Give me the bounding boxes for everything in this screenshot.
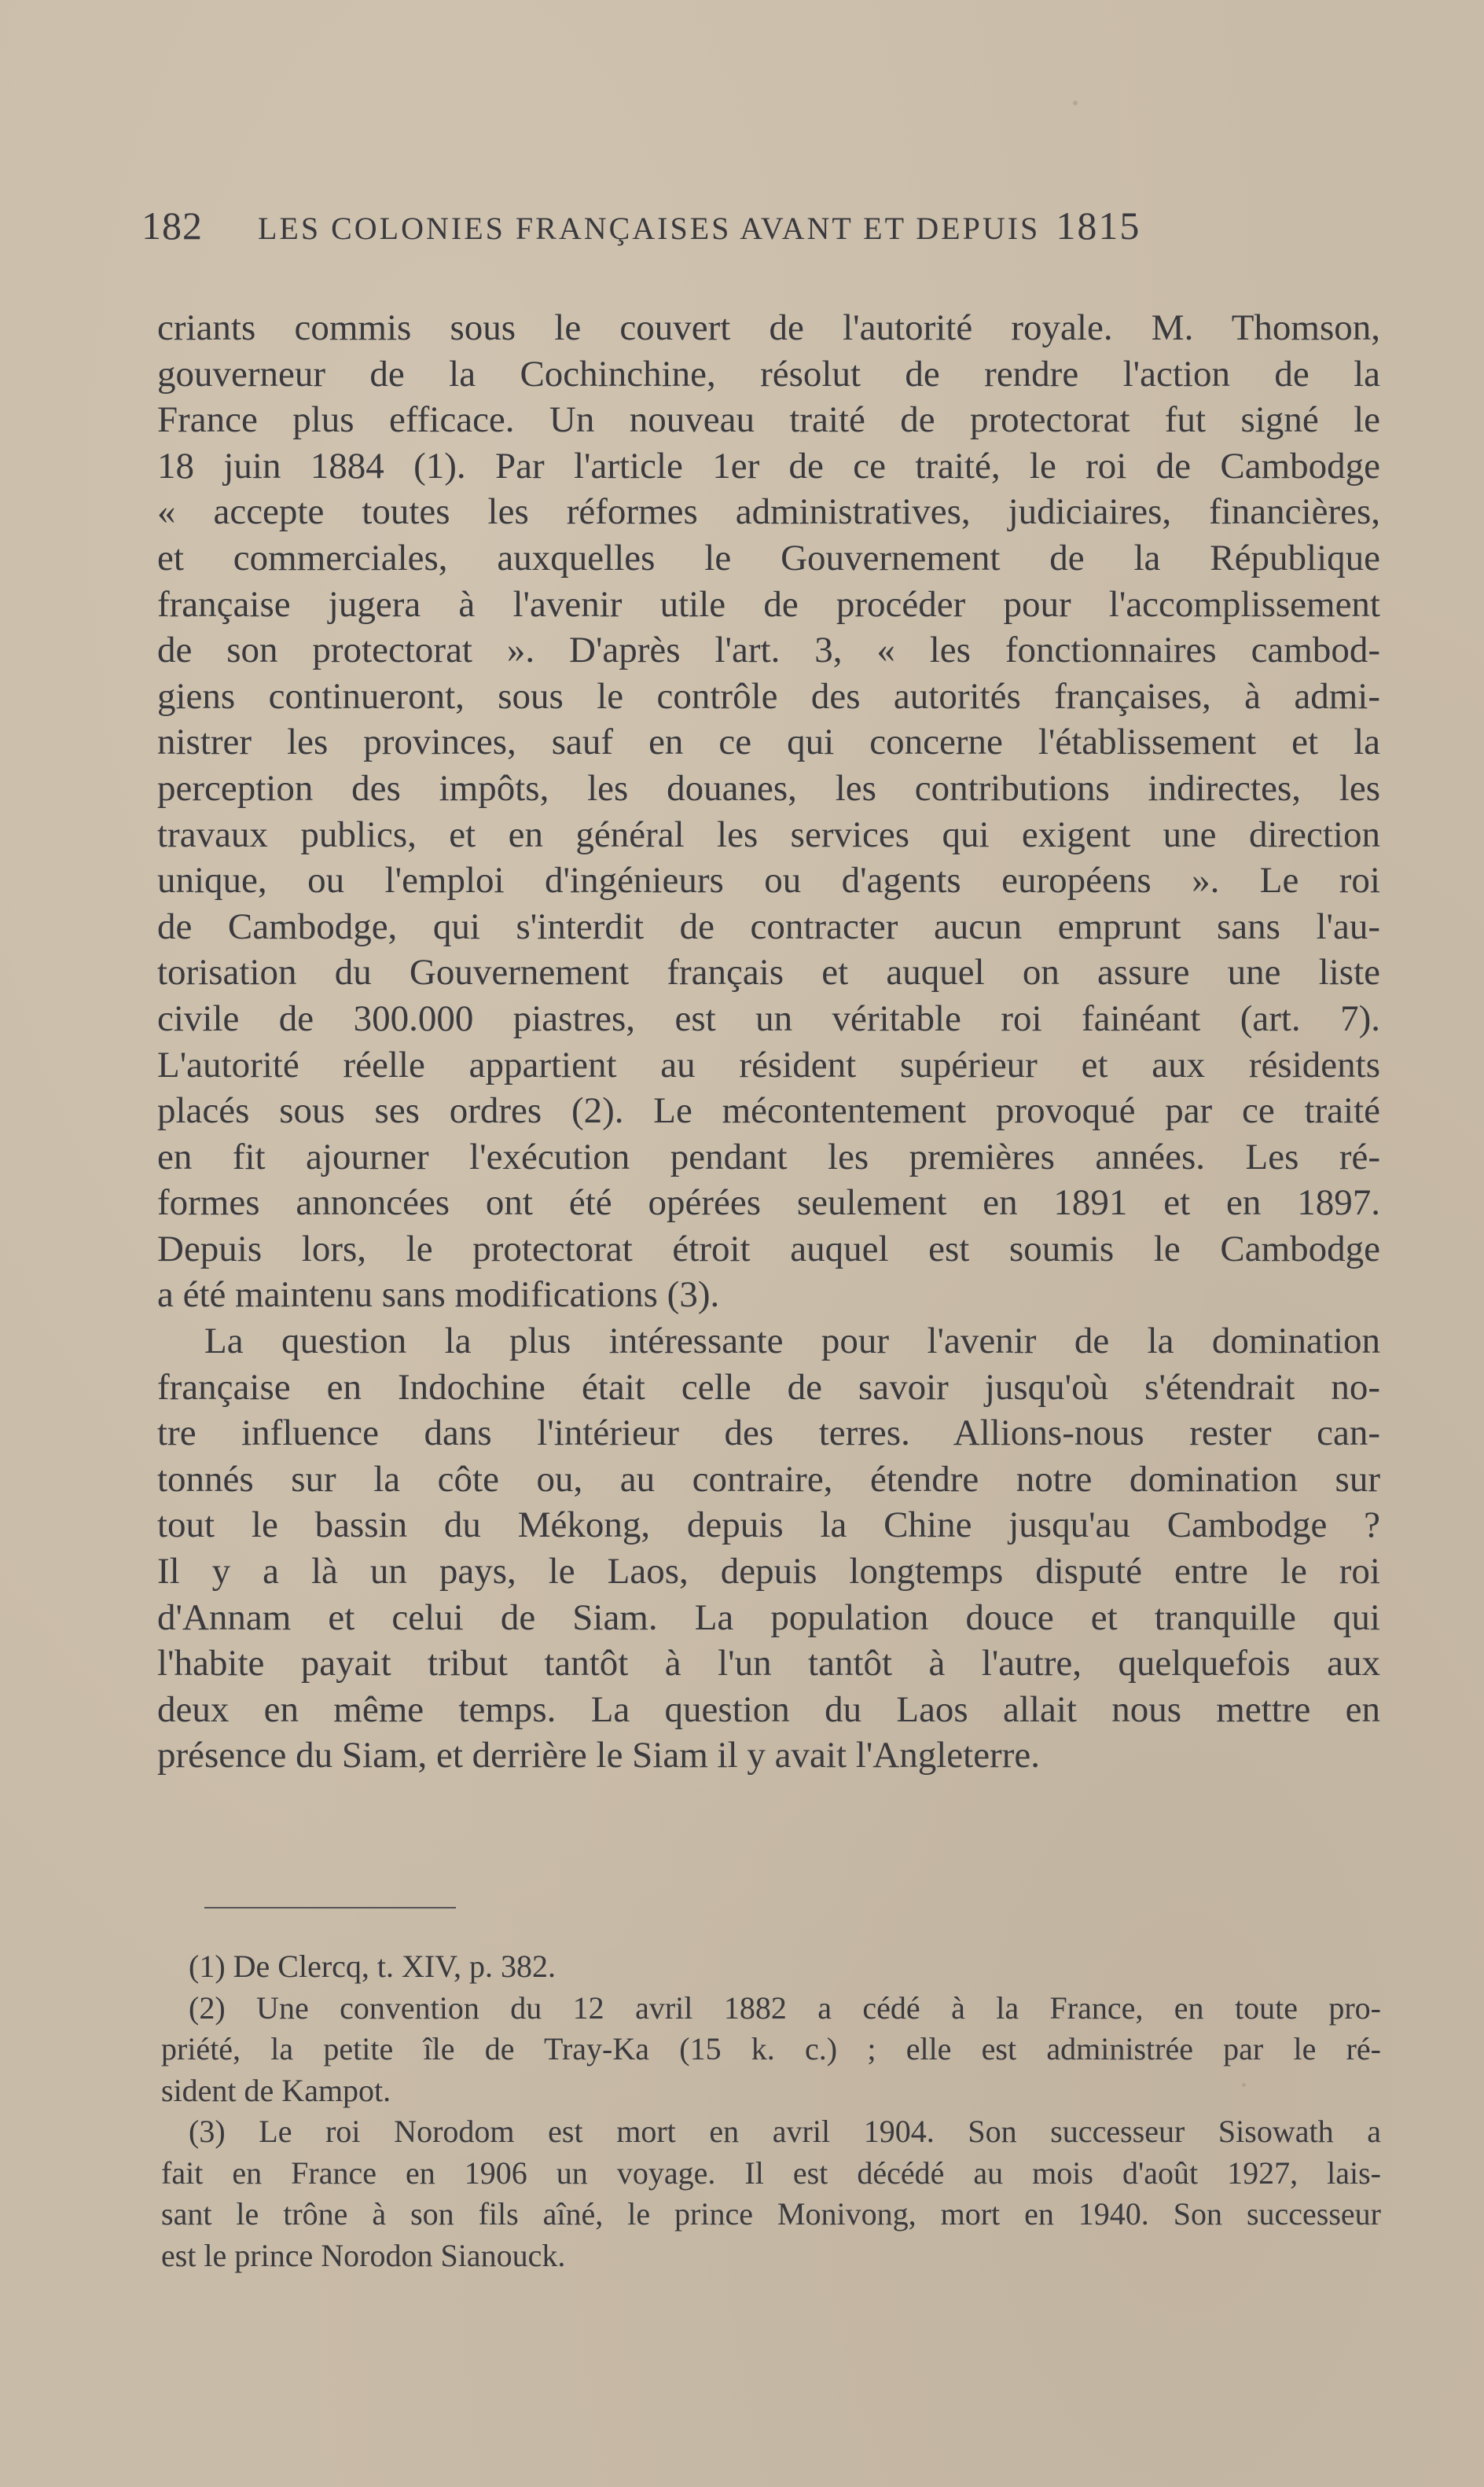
text-line: travaux publics, et en général les services qui exigent une direction [157,814,1380,855]
text-line: formes annoncées ont été opérées seulement en 1891 et en 1897. [157,1182,1380,1224]
text-line: de son protectorat ». D'après l'art. 3, « les fonctionnaires cambod- [157,630,1380,671]
footnote-line: (3) Le roi Norodom est mort en avril 1904. Son successeur Sisowath a [189,2114,1381,2149]
footnotes [161,1946,1381,2276]
text-line: de Cambodge, qui s'interdit de contracter aucun emprunt sans l'au- [157,906,1380,947]
footnote-line: sident de Kampot. [161,2072,391,2108]
paper-speck [1073,101,1078,105]
text-line: Il y a là un pays, le Laos, depuis longtemps disputé entre le roi [157,1551,1380,1592]
text-line: perception des impôts, les douanes, les contributions indirectes, les [157,767,1380,809]
text-line: « accepte toutes les réformes administratives, judiciaires, financières, [157,491,1380,533]
footnote-line: (1) De Clercq, t. XIV, p. 382. [189,1949,556,1984]
main-text [157,305,1380,1779]
footnote-separator [204,1907,456,1908]
text-line: deux en même temps. La question du Laos allait nous mettre en [157,1688,1380,1730]
footnote-line: sant le trône à son fils aîné, le prince Monivong, mort en 1940. Son successeur [161,2196,1381,2232]
text-line: criants commis sous le couvert de l'autorité royale. M. Thomson, [157,307,1380,348]
text-line: civile de 300.000 piastres, est un véritable roi fainéant (art. 7). [157,997,1380,1039]
footnote-line: est le prince Norodon Sianouck. [161,2237,566,2273]
page-number: 182 [141,204,203,248]
text-line: 18 juin 1884 (1). Par l'article 1er de ce traité, le roi de Cambodge [157,445,1380,487]
running-title-year: 1815 [1056,204,1141,248]
text-line: présence du Siam, et derrière le Siam il y avait l'Angleterre. [157,1735,1040,1776]
text-line: tre influence dans l'intérieur des terres. Allions-nous rester can- [157,1412,1380,1454]
text-line: L'autorité réelle appartient au résident supérieur et aux résidents [157,1044,1380,1086]
text-line: unique, ou l'emploi d'ingénieurs ou d'agents européens ». Le roi [157,860,1380,902]
text-line: Depuis lors, le protectorat étroit auquel est soumis le Cambodge [157,1228,1380,1269]
text-line: en fit ajourner l'exécution pendant les premières années. Les ré- [157,1136,1380,1177]
text-line: France plus efficace. Un nouveau traité de protectorat fut signé le [157,399,1380,441]
text-line: placés sous ses ordres (2). Le mécontentement provoqué par ce traité [157,1090,1380,1132]
running-header [141,203,1258,266]
running-title: LES COLONIES FRANÇAISES AVANT ET DEPUIS [258,211,1041,246]
text-line: française en Indochine était celle de savoir jusqu'où s'étendrait no- [157,1366,1380,1408]
text-line: giens continueront, sous le contrôle des autorités françaises, à admi- [157,675,1380,717]
text-line: nistrer les provinces, sauf en ce qui concerne l'établissement et la [157,722,1380,763]
text-line: et commerciales, auxquelles le Gouvernement de la République [157,537,1380,579]
text-line: torisation du Gouvernement français et auquel on assure une liste [157,952,1380,994]
text-line: l'habite payait tribut tantôt à l'un tantôt à l'autre, quelquefois aux [157,1643,1380,1684]
text-line: d'Annam et celui de Siam. La population douce et tranquille qui [157,1596,1380,1638]
text-line: tonnés sur la côte ou, au contraire, étendre notre domination sur [157,1458,1380,1500]
footnote-line: priété, la petite île de Tray-Ka (15 k. c.) ; elle est administrée par le ré- [161,2031,1381,2066]
footnote-line: (2) Une convention du 12 avril 1882 a cédé à la France, en toute pro- [189,1989,1381,2026]
text-line: La question la plus intéressante pour l'avenir de la domination [204,1321,1380,1362]
text-line: tout le bassin du Mékong, depuis la Chine jusqu'au Cambodge ? [157,1504,1380,1546]
footnote-line: fait en France en 1906 un voyage. Il est décédé au mois d'août 1927, lais- [161,2155,1381,2191]
text-line: gouverneur de la Cochinchine, résolut de rendre l'action de la [157,353,1380,395]
text-line: française jugera à l'avenir utile de procéder pour l'accomplissement [157,583,1380,625]
text-line: a été maintenu sans modifications (3). [157,1274,720,1316]
